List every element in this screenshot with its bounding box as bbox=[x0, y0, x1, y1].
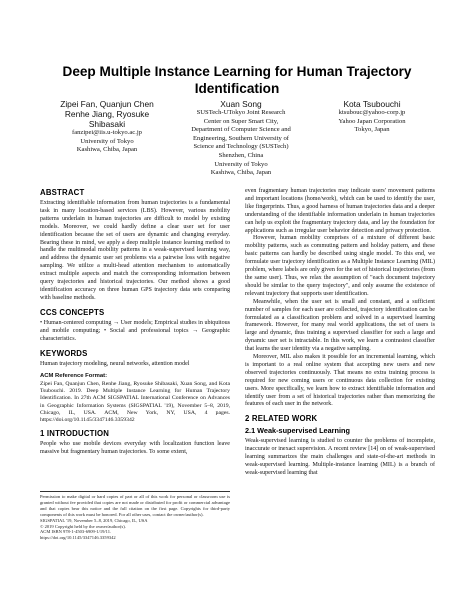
doi-link[interactable]: https://doi.org/10.1145/3347146.3359342 bbox=[40, 535, 116, 541]
permission-notice: Permission to make digital or hard copies of part or all of this work for personal or classroom use is granted without fee provided that copies are not made or distributed for profit or commercial advantage and that copies bear this notice and the full citation on the first page. Copyrights for third-party components of this work must be honored. For all other uses, contact the owner/author(s). bbox=[40, 494, 230, 517]
related-work-heading: 2 RELATED WORK bbox=[245, 414, 318, 424]
author-affiliation-line: Center on Super Smart City, bbox=[203, 117, 279, 125]
author-location: Kashiwa, Chiba, Japan bbox=[76, 146, 138, 154]
author-group-2 bbox=[171, 99, 311, 178]
title-line-1: Deep Multiple Instance Learning for Human Trajectory bbox=[62, 64, 412, 79]
author-affiliation-line: Science and Technology (SUSTech) bbox=[193, 143, 289, 151]
acm-reference-heading: ACM Reference Format: bbox=[40, 373, 108, 380]
paper-title bbox=[40, 63, 434, 97]
introduction-heading: 1 INTRODUCTION bbox=[40, 429, 110, 439]
ccs-heading: CCS CONCEPTS bbox=[40, 307, 105, 317]
author-affiliation-line: Kashiwa, Chiba, Japan bbox=[210, 169, 272, 177]
author-location: Tokyo, Japan bbox=[354, 126, 390, 134]
author-names-line: Kota Tsubouchi bbox=[343, 99, 401, 109]
author-email: ktsubouc@yahoo-corp.jp bbox=[338, 109, 406, 116]
right-column bbox=[245, 188, 435, 477]
author-email: fanzipei@iis.u-tokyo.ac.jp bbox=[72, 129, 142, 136]
author-affiliation: University of Tokyo bbox=[80, 137, 134, 145]
intro-paragraph-2: However, human mobility comprises of a mixture of different basic mobility patterns, such as commuting pattern and holiday pattern, and these basic patterns can hardly be described using single model. To this end, we formulate user trajectory identification as a Multiple Instance Learning (MIL) problem, where labels are only given for the set of historical trajectories (from the same user). Thus, we relax the assumption of "each document trajectory should be similar to the query trajectory", and only assume the existence of relevant trajectory that supports user identification. bbox=[245, 235, 435, 297]
author-names-line: Zipei Fan, Quanjun Chen bbox=[60, 99, 154, 109]
author-group-1 bbox=[40, 99, 174, 155]
author-affiliation-line: Shenzhen, China bbox=[218, 151, 264, 159]
ccs-text: • Human-centered computing → User models; Empirical studies in ubiquitous and mobile computing; • Social and professional topics → Geographic characteristics. bbox=[40, 319, 230, 342]
author-affiliation-line: Engineering, Southern University of bbox=[193, 134, 289, 142]
related-paragraph: Weak-supervised learning is studied to counter the problems of incomplete, inaccurate or inexact supervision. A recent review [14] on of weak-supervised learning summarizes the main challenges and state-of-the-art methods in weak-supervised learning. Multiple-instance learning (MIL) is a branch of weak-supervised learning that bbox=[245, 437, 435, 476]
keywords-text: Human trajectory modeling, neural networks, attention model bbox=[40, 360, 190, 367]
acm-reference-text: Zipei Fan, Quanjun Chen, Renhe Jiang, Ryosuke Shibasaki, Xuan Song, and Kota Tsubouchi. 2019. Deep Multiple Instance Learning for Human Trajectory Identification. In 27th ACM SIGSPATIAL International Conference on Advances in Geographic Information Systems (SIGSPATIAL '19), November 5–8, 2019, Chicago, IL, USA. ACM, New York, NY, USA, 4 pages. https://doi.org/10.1145/3347146.3359342 bbox=[40, 380, 230, 423]
author-names-line: Renhe Jiang, Ryosuke bbox=[64, 109, 150, 119]
intro-paragraph-4: Moreover, MIL also makes it possible for an incremental learning, which is important to a real online system that accepting new users and new observed trajectories continuously. That means no extra training process is required for new coming users or continuous data collection for existing users. More specifically, we learn how to extract identifiable information and identify user from a set of historical trajectories rather than memorizing the features of each user in the network. bbox=[245, 354, 435, 408]
author-names-line: Xuan Song bbox=[220, 99, 262, 109]
isbn-line: ACM ISBN 978-1-4503-6909-1/19/11. bbox=[40, 529, 112, 535]
intro-paragraph-3: Meanwhile, when the user set is small and constant, and a sufficient number of samples for each user are collected, trajectory identification can be formulated as a classification problem and solved in a supervised learning framework. However, for many real world applications, the set of users is large and dynamic, thus training a supervised classifier for such a large and dynamic user set is intractable. In this work, we learn a contrastest classifier that learns the user identity via a negative sampling. bbox=[245, 298, 435, 353]
keywords-heading: KEYWORDS bbox=[40, 348, 88, 358]
introduction-text: People who use mobile devices everyday with localization function leave massive but fragmentary human trajectories. To some extent, bbox=[40, 441, 230, 456]
conference-line: SIGSPATIAL '19, November 5–8, 2019, Chicago, IL, USA bbox=[40, 517, 148, 523]
abstract-heading: ABSTRACT bbox=[40, 188, 85, 197]
author-affiliation: Yahoo Japan Corporation bbox=[338, 117, 406, 125]
intro-paragraph-1: even fragmentary human trajectories may indicate users' movement patterns and important locations (home/work), which can be used to identify the user, like fingerprints. Thus, a good harness of human trajectories data and a deeper understanding of the identifiable information underlain in human trajectories can help us exploit the fragmentary trajectory data, and lay the foundation for applications such as irregular user behavior detection and privacy protection. bbox=[245, 188, 435, 234]
author-group-3 bbox=[308, 99, 436, 135]
copyright-footnote bbox=[40, 491, 230, 541]
author-affiliation-line: Department of Computer Science and bbox=[191, 126, 291, 134]
author-affiliation-line: SUSTech-UTokyo Joint Research bbox=[196, 109, 286, 116]
author-affiliation-line: University of Tokyo bbox=[214, 160, 268, 168]
author-block bbox=[40, 99, 434, 185]
title-line-2: Identification bbox=[194, 81, 280, 96]
author-names-line: Shibasaki bbox=[88, 119, 126, 129]
weak-supervised-heading: 2.1 Weak-supervised Learning bbox=[245, 426, 350, 436]
left-column bbox=[40, 188, 230, 457]
abstract-text: Extracting identifiable information from human trajectories is a fundamental task in many location-based services (LBS). However, various mobility patterns underlain in human trajectories are difficult to model by existing models. Moreover, we could hardly define a clear user set for user identification because the set of users are dynamic and changing everyday. Bearing these in mind, we apply a deep multiple instance learning method to handle the multimodal mobility patterns in a weak-supervised learning way, and address the dynamic user set problems via a pairwise loss with negative sampling. We utilize a multi-head attention mechanism to automatically extract multiple aspects and match the corresponding information between query trajectories and historical trajectories. Our method shows a good identification accuracy on three human GPS trajectory data sets comparing with baseline methods. bbox=[40, 200, 230, 301]
copyright-line: © 2019 Copyright held by the owner/author(s). bbox=[40, 523, 126, 529]
